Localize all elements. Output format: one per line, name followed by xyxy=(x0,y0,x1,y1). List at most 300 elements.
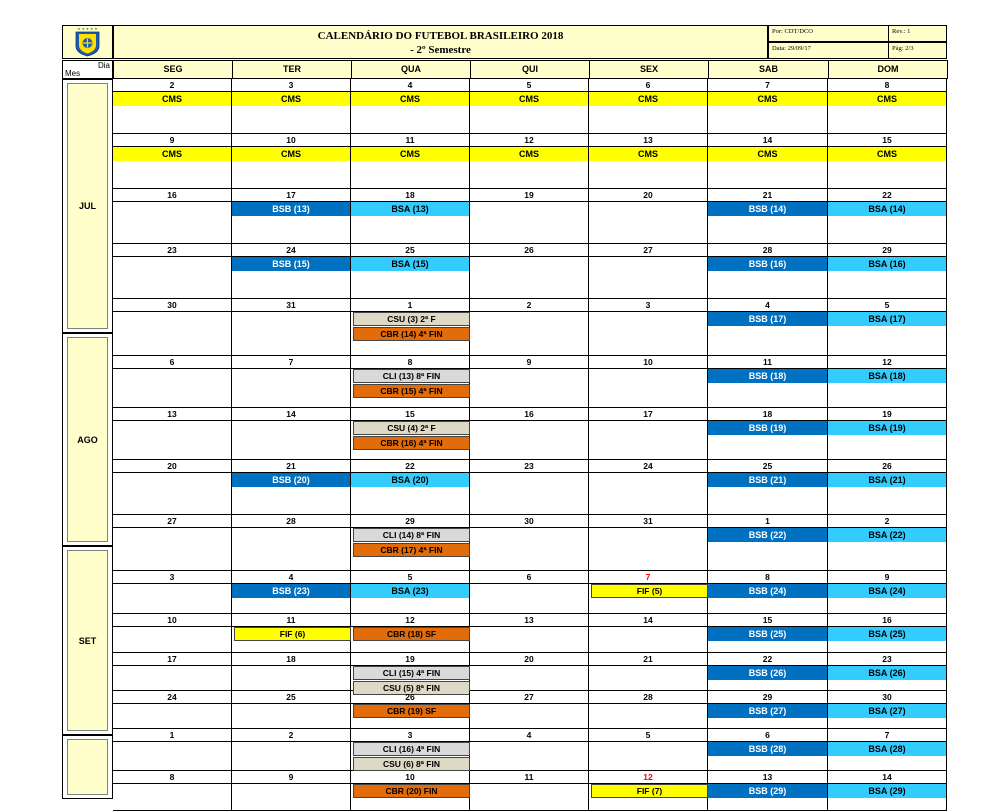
day-number: 20 xyxy=(113,460,231,473)
event-badge-cms: CMS xyxy=(351,147,469,161)
day-cell xyxy=(232,614,351,653)
corner-mes-label: Mes xyxy=(65,69,81,78)
event-badge-bsa: BSA (14) xyxy=(828,202,946,216)
day-number: 17 xyxy=(589,408,707,421)
event-badge-bsa: BSA (25) xyxy=(828,627,946,641)
event-badge-bsb: BSB (26) xyxy=(708,666,827,680)
day-cell xyxy=(708,356,828,408)
event-badge-bsa: BSA (19) xyxy=(828,421,946,435)
day-cell xyxy=(589,771,708,811)
day-number: 17 xyxy=(113,653,231,666)
day-number: 7 xyxy=(828,729,946,742)
day-cell xyxy=(351,244,470,299)
day-cell xyxy=(470,515,589,571)
day-cell xyxy=(113,408,232,460)
day-number: 16 xyxy=(113,189,231,202)
day-number: 24 xyxy=(589,460,707,473)
day-number: 13 xyxy=(589,134,707,147)
day-cell xyxy=(589,460,708,515)
day-number: 8 xyxy=(113,771,231,784)
day-number: 24 xyxy=(113,691,231,704)
day-cell xyxy=(232,244,351,299)
event-badge-bsb: BSB (24) xyxy=(708,584,827,598)
day-number: 13 xyxy=(470,614,588,627)
day-cell xyxy=(232,691,351,729)
day-cell xyxy=(828,299,947,356)
day-number: 11 xyxy=(351,134,469,147)
event-badge-bsb: BSB (19) xyxy=(708,421,827,435)
day-number: 15 xyxy=(708,614,827,627)
day-cell xyxy=(828,189,947,244)
day-cell xyxy=(708,134,828,189)
page-title: CALENDÁRIO DO FUTEBOL BRASILEIRO 2018 xyxy=(317,30,564,42)
event-badge-cms: CMS xyxy=(470,147,588,161)
day-number: 10 xyxy=(589,356,707,369)
day-cell xyxy=(708,460,828,515)
day-cell xyxy=(470,408,589,460)
event-badge-bsb: BSB (14) xyxy=(708,202,827,216)
event-badge-cms: CMS xyxy=(708,147,827,161)
event-badge-bsa: BSA (15) xyxy=(351,257,469,271)
day-number: 1 xyxy=(351,299,469,312)
day-cell xyxy=(232,460,351,515)
day-number: 24 xyxy=(232,244,350,257)
day-cell xyxy=(708,408,828,460)
day-cell xyxy=(708,729,828,771)
day-cell xyxy=(113,653,232,691)
day-cell xyxy=(232,189,351,244)
day-cell xyxy=(708,771,828,811)
day-cell xyxy=(708,79,828,134)
day-cell xyxy=(232,134,351,189)
day-cell xyxy=(113,571,232,614)
page-subtitle: - 2º Semestre xyxy=(410,44,471,56)
day-number: 23 xyxy=(113,244,231,257)
day-number: 4 xyxy=(351,79,469,92)
day-cell xyxy=(589,571,708,614)
day-cell xyxy=(589,614,708,653)
day-number: 9 xyxy=(828,571,946,584)
day-number: 31 xyxy=(589,515,707,528)
day-cell xyxy=(232,79,351,134)
month-cell-set xyxy=(62,546,113,735)
day-number: 22 xyxy=(351,460,469,473)
day-cell xyxy=(113,771,232,811)
day-cell xyxy=(470,189,589,244)
day-number: 25 xyxy=(708,460,827,473)
day-cell xyxy=(708,299,828,356)
day-cell xyxy=(470,691,589,729)
event-badge-bsa: BSA (22) xyxy=(828,528,946,542)
day-cell xyxy=(470,614,589,653)
day-number: 1 xyxy=(113,729,231,742)
day-cell xyxy=(589,691,708,729)
event-badge-bsb: BSB (16) xyxy=(708,257,827,271)
event-badge-bsa: BSA (26) xyxy=(828,666,946,680)
day-number: 6 xyxy=(470,571,588,584)
day-cell xyxy=(470,460,589,515)
day-number: 7 xyxy=(232,356,350,369)
svg-text:★ ★ ★ ★ ★: ★ ★ ★ ★ ★ xyxy=(77,27,98,32)
day-cell xyxy=(351,571,470,614)
corner-dia-label: Dia xyxy=(97,61,110,70)
day-number: 25 xyxy=(351,244,469,257)
event-badge-bsb: BSB (28) xyxy=(708,742,827,756)
day-number: 27 xyxy=(113,515,231,528)
event-badge-cms: CMS xyxy=(589,147,707,161)
day-number: 5 xyxy=(828,299,946,312)
event-badge-bsb: BSB (25) xyxy=(708,627,827,641)
day-cell xyxy=(828,771,947,811)
day-number: 30 xyxy=(113,299,231,312)
month-label-set: SET xyxy=(67,550,108,731)
event-badge-bsa: BSA (20) xyxy=(351,473,469,487)
day-cell xyxy=(232,515,351,571)
day-cell xyxy=(113,614,232,653)
day-number: 30 xyxy=(470,515,588,528)
meta-data: Data: 29/09/17 xyxy=(768,42,889,59)
day-cell xyxy=(708,515,828,571)
day-number: 10 xyxy=(113,614,231,627)
month-cell-ago xyxy=(62,333,113,546)
event-badge-cbr: CBR (20) FIN xyxy=(353,784,470,798)
day-number: 3 xyxy=(113,571,231,584)
day-cell xyxy=(828,729,947,771)
day-number: 28 xyxy=(232,515,350,528)
day-number: 21 xyxy=(708,189,827,202)
day-number: 15 xyxy=(351,408,469,421)
corner-cell xyxy=(62,60,113,79)
day-cell xyxy=(232,408,351,460)
day-cell xyxy=(351,614,470,653)
event-badge-bsb: BSB (18) xyxy=(708,369,827,383)
day-cell xyxy=(113,79,232,134)
day-cell xyxy=(708,691,828,729)
event-badge-cms: CMS xyxy=(113,147,231,161)
event-badge-cbr: CBR (15) 4ª FIN xyxy=(353,384,470,398)
day-number: 6 xyxy=(589,79,707,92)
event-badge-bsb: BSB (22) xyxy=(708,528,827,542)
day-number: 19 xyxy=(351,653,469,666)
day-number: 19 xyxy=(470,189,588,202)
event-badge-cbr: CBR (17) 4ª FIN xyxy=(353,543,470,557)
calendar-header xyxy=(62,25,947,59)
day-cell xyxy=(113,134,232,189)
day-cell xyxy=(470,571,589,614)
event-badge-cms: CMS xyxy=(828,147,946,161)
day-number: 14 xyxy=(589,614,707,627)
event-badge-bsb: BSB (27) xyxy=(708,704,827,718)
day-cell xyxy=(828,515,947,571)
day-cell xyxy=(828,408,947,460)
day-number: 3 xyxy=(232,79,350,92)
day-number: 8 xyxy=(708,571,827,584)
day-cell xyxy=(113,244,232,299)
weekday-header-sex: SEX xyxy=(589,60,709,79)
day-number: 26 xyxy=(470,244,588,257)
day-cell xyxy=(232,299,351,356)
day-cell xyxy=(113,460,232,515)
day-number: 21 xyxy=(232,460,350,473)
day-cell xyxy=(589,244,708,299)
day-number: 13 xyxy=(708,771,827,784)
day-number: 27 xyxy=(470,691,588,704)
day-number: 2 xyxy=(470,299,588,312)
day-cell xyxy=(470,299,589,356)
day-number: 7 xyxy=(708,79,827,92)
event-badge-bsa: BSA (13) xyxy=(351,202,469,216)
day-number: 12 xyxy=(828,356,946,369)
day-cell xyxy=(351,356,470,408)
event-badge-cms: CMS xyxy=(113,92,231,106)
day-number: 26 xyxy=(828,460,946,473)
day-number: 23 xyxy=(470,460,588,473)
event-badge-bsa: BSA (29) xyxy=(828,784,946,798)
day-number: 22 xyxy=(828,189,946,202)
day-cell xyxy=(828,356,947,408)
day-number: 1 xyxy=(708,515,827,528)
day-cell xyxy=(470,653,589,691)
day-number: 25 xyxy=(232,691,350,704)
day-number: 5 xyxy=(351,571,469,584)
day-number: 31 xyxy=(232,299,350,312)
event-badge-cli: CLI (15) 4ª FIN xyxy=(353,666,470,680)
day-cell xyxy=(232,771,351,811)
day-number: 2 xyxy=(828,515,946,528)
calendar-grid xyxy=(113,79,947,811)
day-number: 18 xyxy=(351,189,469,202)
event-badge-cms: CMS xyxy=(232,147,350,161)
day-cell xyxy=(828,460,947,515)
weekday-header-sab: SAB xyxy=(708,60,829,79)
day-cell xyxy=(470,771,589,811)
day-number: 11 xyxy=(708,356,827,369)
day-number: 26 xyxy=(351,691,469,704)
day-cell xyxy=(113,299,232,356)
weekday-header-seg: SEG xyxy=(113,60,233,79)
month-label-jul: JUL xyxy=(67,83,108,329)
day-cell xyxy=(351,653,470,691)
weekday-header-dom: DOM xyxy=(828,60,948,79)
weekday-header-qui: QUI xyxy=(470,60,590,79)
day-cell xyxy=(351,691,470,729)
day-cell xyxy=(828,79,947,134)
month-cell-out xyxy=(62,735,113,799)
event-badge-bsb: BSB (29) xyxy=(708,784,827,798)
day-number: 8 xyxy=(828,79,946,92)
event-badge-cms: CMS xyxy=(351,92,469,106)
event-badge-csu: CSU (5) 8ª FIN xyxy=(353,681,470,695)
day-cell xyxy=(351,189,470,244)
event-badge-bsb: BSB (21) xyxy=(708,473,827,487)
day-number: 17 xyxy=(232,189,350,202)
event-badge-cbr: CBR (18) SF xyxy=(353,627,470,641)
weekday-header-ter: TER xyxy=(232,60,352,79)
day-number: 10 xyxy=(351,771,469,784)
day-cell xyxy=(351,771,470,811)
day-cell xyxy=(589,299,708,356)
day-cell xyxy=(351,729,470,771)
day-number: 11 xyxy=(470,771,588,784)
day-number: 20 xyxy=(589,189,707,202)
day-cell xyxy=(113,515,232,571)
event-badge-cms: CMS xyxy=(589,92,707,106)
day-cell xyxy=(351,299,470,356)
day-number: 12 xyxy=(470,134,588,147)
event-badge-bsb: BSB (20) xyxy=(232,473,350,487)
day-number: 21 xyxy=(589,653,707,666)
day-number: 29 xyxy=(708,691,827,704)
day-cell xyxy=(351,408,470,460)
day-cell xyxy=(828,653,947,691)
event-badge-bsb: BSB (13) xyxy=(232,202,350,216)
day-cell xyxy=(113,729,232,771)
day-cell xyxy=(470,134,589,189)
event-badge-cli: CLI (13) 8ª FIN xyxy=(353,369,470,383)
day-number: 10 xyxy=(232,134,350,147)
day-cell xyxy=(232,653,351,691)
day-number: 16 xyxy=(828,614,946,627)
day-number: 23 xyxy=(828,653,946,666)
day-number: 22 xyxy=(708,653,827,666)
day-cell xyxy=(351,515,470,571)
event-badge-fif: FIF (6) xyxy=(234,627,351,641)
day-number: 28 xyxy=(708,244,827,257)
event-badge-bsa: BSA (16) xyxy=(828,257,946,271)
event-badge-bsa: BSA (21) xyxy=(828,473,946,487)
day-cell xyxy=(589,515,708,571)
month-label-out xyxy=(67,739,108,795)
day-cell xyxy=(589,134,708,189)
day-cell xyxy=(589,408,708,460)
day-cell xyxy=(708,189,828,244)
day-cell xyxy=(828,614,947,653)
day-number: 29 xyxy=(828,244,946,257)
day-number: 9 xyxy=(113,134,231,147)
day-number: 8 xyxy=(351,356,469,369)
event-badge-cms: CMS xyxy=(470,92,588,106)
day-number: 9 xyxy=(232,771,350,784)
day-cell xyxy=(828,571,947,614)
day-number: 7 xyxy=(589,571,707,584)
day-number: 9 xyxy=(470,356,588,369)
event-badge-bsa: BSA (27) xyxy=(828,704,946,718)
day-number: 3 xyxy=(589,299,707,312)
month-cell-jul xyxy=(62,79,113,333)
day-number: 13 xyxy=(113,408,231,421)
day-cell xyxy=(589,189,708,244)
event-badge-cms: CMS xyxy=(708,92,827,106)
day-cell xyxy=(351,79,470,134)
day-number: 18 xyxy=(232,653,350,666)
day-number: 5 xyxy=(589,729,707,742)
month-label-ago: AGO xyxy=(67,337,108,542)
day-number: 4 xyxy=(708,299,827,312)
cbf-logo xyxy=(62,25,113,59)
meta-por: Por: CDT/DCO xyxy=(768,25,889,42)
event-badge-csu: CSU (3) 2ª F xyxy=(353,312,470,326)
cbf-crest-icon xyxy=(63,26,112,58)
day-cell xyxy=(589,356,708,408)
event-badge-bsa: BSA (28) xyxy=(828,742,946,756)
day-cell xyxy=(708,244,828,299)
day-cell xyxy=(232,571,351,614)
day-number: 16 xyxy=(470,408,588,421)
day-number: 2 xyxy=(232,729,350,742)
event-badge-bsb: BSB (17) xyxy=(708,312,827,326)
event-badge-cbr: CBR (14) 4ª FIN xyxy=(353,327,470,341)
day-number: 12 xyxy=(589,771,707,784)
event-badge-bsa: BSA (17) xyxy=(828,312,946,326)
event-badge-fif: FIF (5) xyxy=(591,584,708,598)
event-badge-cms: CMS xyxy=(232,92,350,106)
day-cell xyxy=(351,134,470,189)
event-badge-cms: CMS xyxy=(828,92,946,106)
meta-rev: Rev.: 1 xyxy=(888,25,947,42)
day-number: 14 xyxy=(708,134,827,147)
event-badge-bsa: BSA (23) xyxy=(351,584,469,598)
day-cell xyxy=(828,244,947,299)
day-number: 27 xyxy=(589,244,707,257)
day-cell xyxy=(470,729,589,771)
day-number: 14 xyxy=(828,771,946,784)
day-cell xyxy=(708,653,828,691)
event-badge-cli: CLI (16) 4ª FIN xyxy=(353,742,470,756)
day-number: 4 xyxy=(232,571,350,584)
event-badge-bsb: BSB (15) xyxy=(232,257,350,271)
day-cell xyxy=(589,653,708,691)
event-badge-bsa: BSA (18) xyxy=(828,369,946,383)
event-badge-csu: CSU (4) 2ª F xyxy=(353,421,470,435)
day-number: 15 xyxy=(828,134,946,147)
day-number: 5 xyxy=(470,79,588,92)
day-cell xyxy=(828,134,947,189)
day-number: 6 xyxy=(113,356,231,369)
day-number: 18 xyxy=(708,408,827,421)
day-cell xyxy=(113,691,232,729)
day-cell xyxy=(232,356,351,408)
meta-pag: Pág: 2/3 xyxy=(888,42,947,59)
day-number: 14 xyxy=(232,408,350,421)
day-cell xyxy=(351,460,470,515)
day-cell xyxy=(589,79,708,134)
event-badge-bsb: BSB (23) xyxy=(232,584,350,598)
day-cell xyxy=(708,614,828,653)
day-cell xyxy=(589,729,708,771)
day-number: 6 xyxy=(708,729,827,742)
event-badge-cbr: CBR (16) 4ª FIN xyxy=(353,436,470,450)
event-badge-cbr: CBR (19) SF xyxy=(353,704,470,718)
day-cell xyxy=(113,189,232,244)
day-number: 29 xyxy=(351,515,469,528)
calendar-title xyxy=(113,25,768,59)
day-number: 19 xyxy=(828,408,946,421)
day-cell xyxy=(828,691,947,729)
day-cell xyxy=(470,79,589,134)
day-number: 12 xyxy=(351,614,469,627)
day-cell xyxy=(113,356,232,408)
event-badge-cli: CLI (14) 8ª FIN xyxy=(353,528,470,542)
day-number: 28 xyxy=(589,691,707,704)
day-cell xyxy=(708,571,828,614)
day-number: 20 xyxy=(470,653,588,666)
day-number: 3 xyxy=(351,729,469,742)
day-number: 30 xyxy=(828,691,946,704)
weekday-header-qua: QUA xyxy=(351,60,471,79)
day-number: 2 xyxy=(113,79,231,92)
event-badge-fif: FIF (7) xyxy=(591,784,708,798)
day-cell xyxy=(470,356,589,408)
